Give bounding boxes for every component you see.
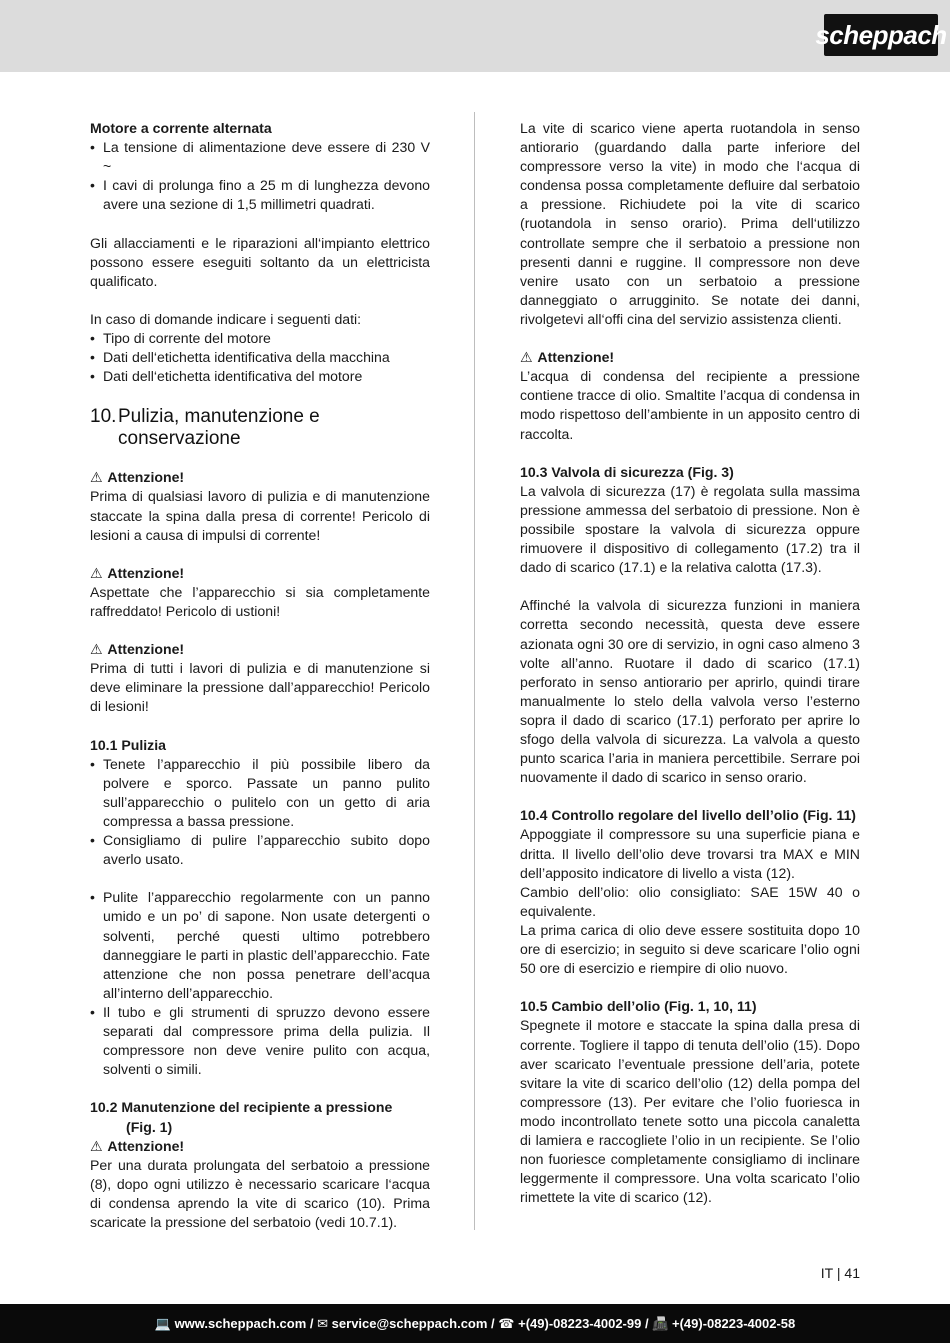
questions-paragraph: In caso di domande indicare i seguenti dati:	[90, 310, 362, 327]
footer-bar: 💻 www.scheppach.com / ✉ service@scheppach.com / ☎ +(49)-08223-4002-99 / 📠 +(49)-08223-4002-58	[0, 1304, 950, 1343]
warning-text: Aspettate che l’apparecchio si sia completamente raffreddato! Pericolo di ustioni!	[90, 583, 430, 619]
warning-text: Prima di tutti i lavori di pulizia e di manutenzione si deve eliminare la pressione dall’apparecchio! Pericolo di lesioni!	[90, 660, 430, 715]
phone-icon: ☎	[498, 1315, 515, 1331]
subsection-heading: 10.3 Valvola di sicurezza (Fig. 3)	[520, 463, 734, 480]
warning-text: Prima di qualsiasi lavoro di pulizia e di manutenzione staccate la spina dalla presa di corrente! Pericolo di lesioni a causa di impulsi di corrente!	[90, 488, 430, 543]
list-item: • Il tubo e gli strumenti di spruzzo devono essere separati dal compressore prima della pulizia. Il compressore non deve venire pulito con acqua, solventi o simili.	[90, 1003, 430, 1079]
warning-heading: ⚠ Attenzione!	[90, 564, 430, 583]
maintenance-paragraph: Per una durata prolungata del serbatoio a pressione (8), dopo ogni utilizzo è necessario scaricare l‘acqua di condensa aprendo la vite di scarico (10). Prima scaricate la pressione del serbatoio (vedi 10.7.1).	[90, 1156, 430, 1230]
warning-text: L’acqua di condensa del recipiente a pressione contiene tracce di olio. Smaltite l’acqua di condensa in modo rispettoso dell’ambiente in un apposito centro di raccolta.	[520, 368, 860, 442]
warning-icon: ⚠	[90, 641, 103, 658]
column-divider	[474, 112, 475, 1230]
oil-level-paragraph-3: La prima carica di olio deve essere sostituita dopo 10 ore di esercizio; in seguito si deve scaricare l’olio ogni 50 ore di esercizio e riempire di olio nuovo.	[520, 921, 860, 977]
cleaning-list-b	[90, 888, 430, 1079]
page-number: IT | 41	[820, 1265, 860, 1281]
scheppach-logo[interactable]: scheppach	[824, 14, 938, 56]
mail-icon: ✉	[317, 1315, 329, 1331]
oil-level-paragraph-2: Cambio dell’olio: olio consigliato: SAE 15W 40 o equivalente.	[520, 883, 860, 919]
warning-heading: ⚠ Attenzione!	[90, 640, 430, 659]
ac-motor-heading: Motore a corrente alternata	[90, 120, 272, 136]
fax-icon: 📠	[652, 1315, 669, 1331]
list-item: • Pulite l’apparecchio regolarmente con un panno umido e un po’ di sapone. Non usate detergenti o solventi, perché questi ultimo potrebbero danneggiare le parti in plastic dell’apparecchio. Fate attenzione che non possa penetrare dell’acqua all’interno dell’apparecchio.	[90, 888, 430, 1003]
ac-motor-list	[90, 138, 430, 214]
subsection-heading: 10.4 Controllo regolare del livello dell’olio (Fig. 11)	[520, 807, 856, 824]
valve-paragraph-1: La valvola di sicurezza (17) è regolata sulla massima pressione ammessa del serbatoio di pressione. Non è possibile spostare la valvola di sicurezza oppure rimuovere il dispositivo di collegamento (17.2) tra il dado di scarico (17.1) e la relativa calotta (17.3).	[520, 482, 860, 576]
website-link[interactable]: www.scheppach.com	[174, 1316, 307, 1331]
connections-paragraph: Gli allacciamenti e le riparazioni all‘impianto elettrico possono essere eseguiti soltanto da un elettricista qualificato.	[90, 234, 430, 289]
left-column	[90, 119, 430, 1232]
warning-icon: ⚠	[90, 564, 103, 581]
section-title: Pulizia, manutenzione e conservazione	[118, 406, 320, 450]
valve-paragraph-2: Affinché la valvola di sicurezza funzioni in maniera corretta secondo necessità, questa deve essere azionata ogni 30 ore di servizio, in ogni caso almeno 3 volte all’anno. Ruotare il dado di scarico (17.1) perforato in senso antiorario per aprirlo, quindi tirare manualmente lo stelo della valvola verso l’esterno sopra il dado di scarico (17.1) perforato per aprire lo sfogo della valvola di sicurezza. La valvola a questo punto scarica l’aria in maniera percettibile. Serrare poi nuovamente il dado di scarico in senso orario.	[520, 597, 860, 786]
section-heading	[90, 406, 430, 450]
list-item: • Tenete l’apparecchio il più possibile libero da polvere e sporco. Passate un panno pulito sull’apparecchio o pulitelo con un getto di aria compressa a bassa pressione.	[90, 755, 430, 831]
email-link[interactable]: service@scheppach.com	[331, 1316, 488, 1331]
phone-number[interactable]: +(49)-08223-4002-99	[518, 1316, 642, 1331]
subsection-heading: 10.5 Cambio dell’olio (Fig. 1, 10, 11)	[520, 998, 757, 1015]
warning-icon: ⚠	[520, 349, 533, 366]
list-item: • Dati dell‘etichetta identificativa della macchina	[90, 348, 430, 367]
section-number: 10.	[90, 406, 117, 428]
drain-screw-paragraph: La vite di scarico viene aperta ruotandola in senso antiorario (guardando dalla parte inferiore del compressore verso la vite) in modo che l‘acqua di condensa possa completamente defluire dal serbatoio a pressione. Richiudete poi la vite di scarico (ruotandola in senso orario). Prima dell‘utilizzo controllate sempre che il serbatoio a pressione non presenti danni e ruggine. Il compressore non deve venire usato con un serbatoio a pressione danneggiato o arrugginito. Se notate dei danni, rivolgetevi all‘offi cina del servizio assistenza clienti.	[520, 120, 860, 327]
subsection-heading-cont: (Fig. 1)	[126, 1118, 173, 1135]
questions-list	[90, 329, 430, 386]
warning-heading: ⚠ Attenzione!	[90, 1137, 430, 1156]
list-item: • Consigliamo di pulire l’apparecchio subito dopo averlo usato.	[90, 831, 430, 869]
computer-icon: 💻	[154, 1315, 171, 1331]
fax-number: +(49)-08223-4002-58	[672, 1316, 796, 1331]
warning-heading: ⚠ Attenzione!	[90, 468, 430, 487]
warning-icon: ⚠	[90, 469, 103, 486]
list-item: • Tipo di corrente del motore	[90, 329, 430, 348]
warning-icon: ⚠	[90, 1137, 103, 1154]
oil-level-paragraph-1: Appoggiate il compressore su una superficie piana e dritta. Il livello dell’olio deve trovarsi tra MAX e MIN dell’apposito indicatore di livello a vista (12).	[520, 826, 860, 881]
right-column	[520, 119, 860, 1207]
header-bar	[0, 0, 950, 72]
oil-change-paragraph: Spegnete il motore e staccate la spina dalla presa di corrente. Togliere il tappo di tenuta dell’olio (15). Dopo aver scaricato l’eventuale pressione dell’aria, potete svitare la vite di scarico dell’olio (12) della pompa del compressore (13). Per evitare che l’olio fuoriesca in modo incontrollato tenete sotto una piccola canaletta di lamiera e raccogliete l’olio in un recipiente. Se l’olio non fuoriesce completamente consigliamo di inclinare leggermente il compressore. Una volta scaricato l’olio rimettete la vite di scarico (12).	[520, 1017, 860, 1206]
subsection-heading: 10.2 Manutenzione del recipiente a pressione	[90, 1099, 393, 1116]
list-item: • Dati dell‘etichetta identificativa del motore	[90, 367, 430, 386]
cleaning-list-a	[90, 755, 430, 870]
subsection-heading: 10.1 Pulizia	[90, 736, 166, 753]
list-item: • I cavi di prolunga fino a 25 m di lunghezza devono avere una sezione di 1,5 millimetri quadrati.	[90, 176, 430, 214]
list-item: • La tensione di alimentazione deve essere di 230 V ~	[90, 138, 430, 176]
warning-heading: ⚠ Attenzione!	[520, 348, 860, 367]
